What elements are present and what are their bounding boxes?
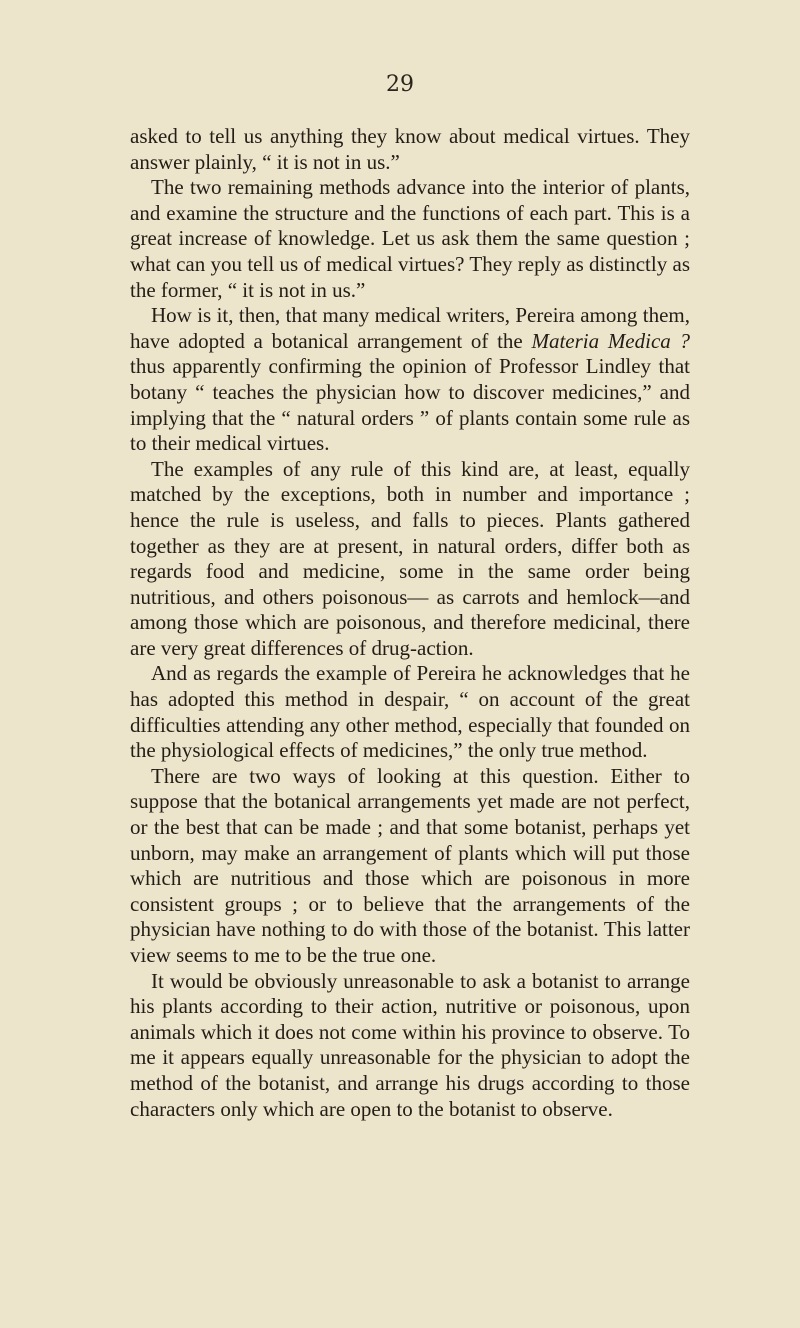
paragraph-6: There are two ways of looking at this question. Either to suppose that the botanical arrangements yet made are not perfect, or the best that can be made ; and that some botanist, perhaps yet unborn, may make an arrangement of plants which will put those which are nutritious and those which are poisonous in more consistent groups ; or to believe that the arrangements of the physician have nothing to do with those of the botanist. This latter view seems to me to be the true one. bbox=[130, 763, 690, 967]
paragraph-3-part-2: thus apparently confirming the opinion of Professor Lindley that botany “ teaches the physician how to discover medicines,” and implying that the “ natural orders ” of plants contain some rule as to their medical virtues. bbox=[130, 354, 690, 456]
paragraph-2: The two remaining methods advance into the interior of plants, and examine the structure and the functions of each part. This is a great increase of knowledge. Let us ask them the same question ; what can you tell us of medical virtues? They reply as distinctly as the former, “ it is not in us.” bbox=[130, 175, 690, 302]
paragraph-7: It would be obviously unreasonable to ask a botanist to arrange his plants according to their action, nutritive or poisonous, upon animals which it does not come within his province to observe. To me it appears equally unreasonable for the physician to adopt the method of the botanist, and arrange his drugs according to those characters only which are open to the botanist to observe. bbox=[130, 968, 690, 1121]
page-number: 29 bbox=[386, 72, 414, 97]
paragraph-3 bbox=[130, 303, 690, 457]
paragraph-5: And as regards the example of Pereira he acknowledges that he has adopted this method in despair, “ on account of the great difficulties attending any other method, especially that founded on the physiological effects of medicines,” the only true method. bbox=[130, 661, 690, 763]
paragraph-4: The examples of any rule of this kind are, at least, equally matched by the exceptions, both in number and importance ; hence the rule is useless, and falls to pieces. Plants gathered together as they are at present, in natural orders, differ both as regards food and medicine, some in the same order being nutritious, and others poisonous— as carrots and hemlock—and among those which are poisonous, and therefore medicinal, there are very great differences of drug-action. bbox=[130, 456, 690, 660]
paragraph-3-part-1: How is it, then, that many medical writers, Pereira among them, have adopted a botanical arrangement of the bbox=[130, 303, 690, 353]
materia-medica-italic: Materia Medica ? bbox=[531, 328, 690, 353]
paragraph-1: asked to tell us anything they know about medical virtues. They answer plainly, “ it is not in us.” bbox=[130, 124, 690, 174]
body-text bbox=[130, 124, 690, 1122]
